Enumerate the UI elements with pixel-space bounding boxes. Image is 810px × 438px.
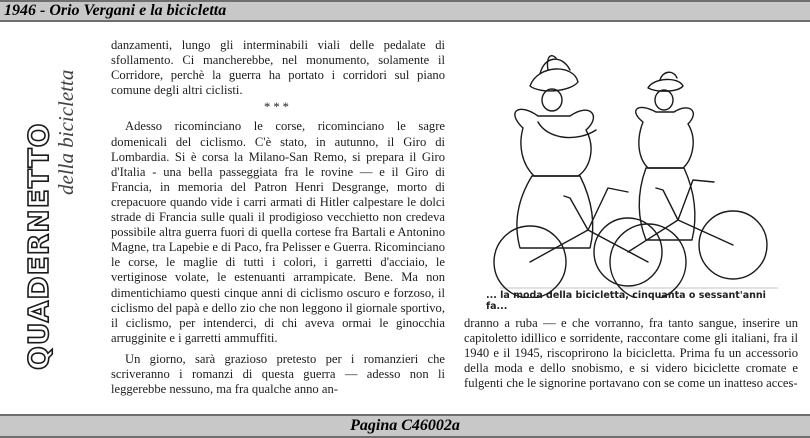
sidebar-title xyxy=(22,70,78,390)
content-area xyxy=(0,22,810,414)
right-text-column xyxy=(464,316,798,414)
sidebar-title-main: QUADERNETTO xyxy=(22,122,55,370)
bicycle-ladies-illustration xyxy=(478,30,798,298)
sidebar-title-sub: della bicicletta xyxy=(54,70,78,196)
page-label: Pagina C46002a xyxy=(350,417,460,434)
left-paragraph-2: Adesso ricominciano le corse, ricominciano le sagre domenicali del ciclismo. C'è stato, in autunno, il Giro di Lombardia. Si è corsa la Milano-San Remo, si prepara il Giro d'Italia - una bella passeggiata fra le rovine — e il Giro di Francia, in memoria del Patron Henri Desgrange, morto di crepacuore quando vide i carri armati di Hitler calpestare le dolci strade di Francia sulle quali il prodigioso vecchietto non credeva possibile altra guerra fuori di quella cortese fra Bartali e Antonino Magne, tra Lapebie e di Paco, fra Pelisser e Guerra. Ricominciano le corse, le maglie di tutti i colori, i garretti d'acciaio, le vertiginose volate, le estenuanti arrampicate. Bene. Ma non dimentichiamo questi cinque anni di ciclismo oscuro e forzoso, il ciclismo del papà e dello zio che non leggono il giornale sportivo, il ciclismo, per intenderci, di chi aveva ormai le ginocchia arrugginite e i garretti ammuffiti. xyxy=(111,119,445,345)
left-paragraph-3: Un giorno, sarà grazioso pretesto per i romanzieri che scriveranno i romanzi di questa guerra — adesso non li leggerebbe nessuno, ma fra qualche anno an- xyxy=(111,351,445,397)
header-title: 1946 - Orio Vergani e la bicicletta xyxy=(4,2,227,19)
footer-bar xyxy=(0,414,810,438)
left-text-column xyxy=(111,38,445,414)
section-separator: *** xyxy=(264,100,292,115)
left-paragraph-1: danzamenti, lungo gli interminabili viali delle pedalate di sfollamento. Ci mancherebbe, nel monumento, solamente il Corridore, perchè la guerra ha portato i corridori sul piano comune degli altri ciclisti. xyxy=(111,38,445,98)
illustration-caption: ... la moda della bicicletta, cinquanta o sessant'anni fa... xyxy=(486,290,766,312)
header-bar xyxy=(0,0,810,22)
right-paragraph-1: dranno a ruba — e che vorranno, fra tanto sangue, inserire un capitoletto idillico e sorridente, raccontare come gli italiani, fra il 1940 e il 1945, riscoprirono la bicicletta. Prima fu un accessorio della moda e dello snobismo, e si videro biciclette cromate e fulgenti che le signorine portavano con se come un inatteso acces- xyxy=(464,316,798,391)
